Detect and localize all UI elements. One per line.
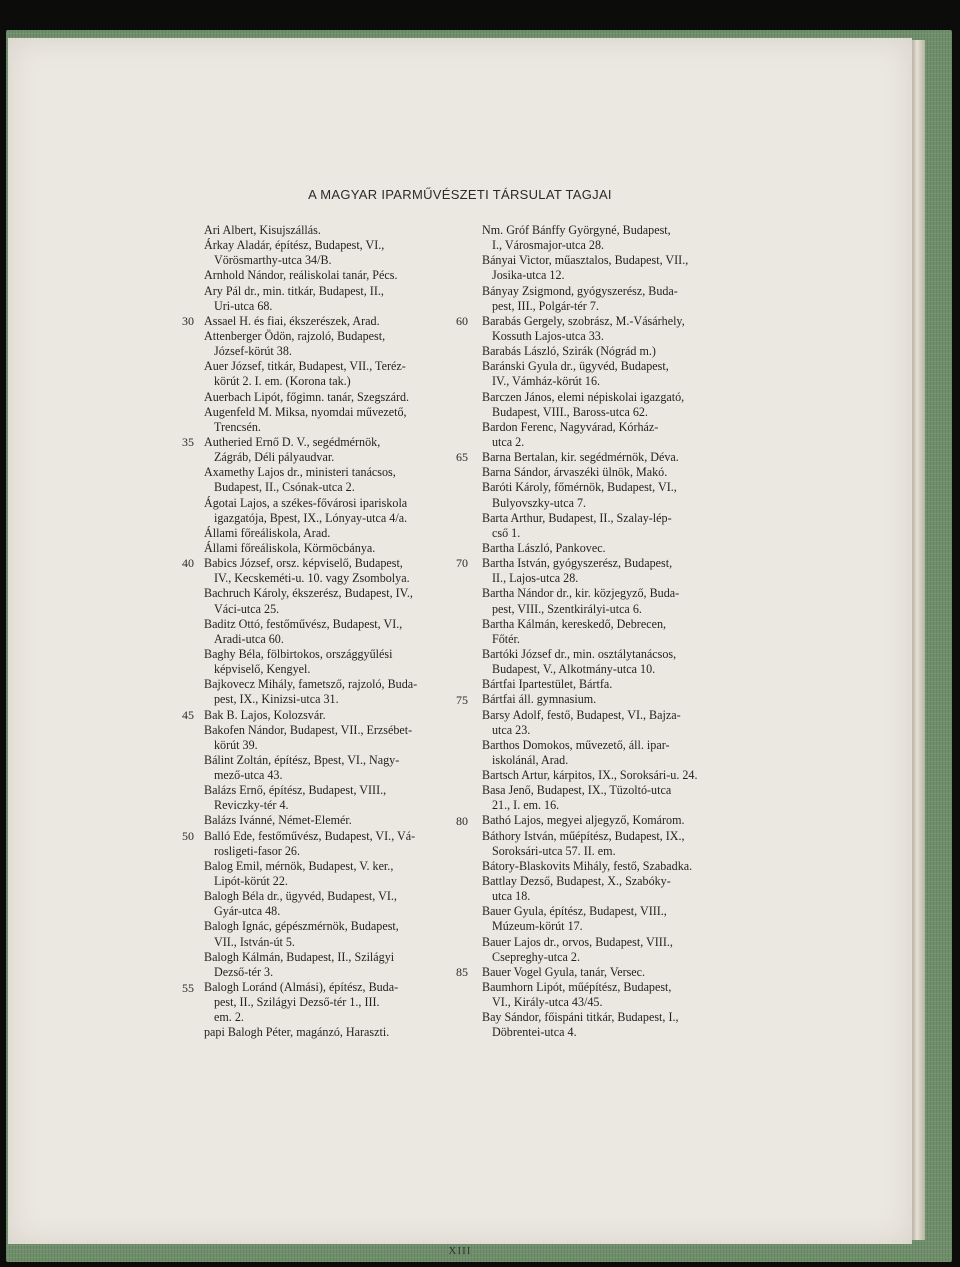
entry-line: cső 1.: [492, 525, 521, 540]
line-number: 65: [456, 450, 468, 465]
entry-line: Budapest, VIII., Baross-utca 62.: [492, 404, 648, 419]
entry-line: Árkay Aladár, építész, Budapest, VI.,: [204, 238, 385, 253]
entry-line: Bartha László, Pankovec.: [482, 540, 606, 555]
entry-line: Bányai Victor, műasztalos, Budapest, VII.,: [482, 253, 689, 268]
line-number: 55: [182, 980, 194, 995]
entry-line: Baróti Károly, főmérnök, Budapest, VI.,: [482, 480, 677, 495]
entry-line: Aradi-utca 60.: [214, 631, 284, 646]
entry-line: Csepreghy-utca 2.: [492, 949, 580, 964]
line-number: 80: [456, 813, 468, 828]
entry-line: Barna Sándor, árvaszéki ülnök, Makó.: [482, 465, 668, 480]
entry-line: I., Városmajor-utca 28.: [492, 238, 605, 253]
entry-line: em. 2.: [214, 1010, 244, 1025]
entry-line: Bardon Ferenc, Nagyvárad, Kórház-: [482, 419, 659, 434]
line-number: 40: [182, 556, 194, 571]
entry-line: Bauer Vogel Gyula, tanár, Versec.: [482, 964, 646, 979]
entry-line: iskolánál, Arad.: [492, 752, 569, 767]
entry-line: Bálint Zoltán, építész, Bpest, VI., Nagy-: [204, 752, 400, 767]
entry-line: Bulyovszky-utca 7.: [492, 495, 587, 510]
entry-line: képviselő, Kengyel.: [214, 662, 311, 677]
entry-line: Arnhold Nándor, reáliskolai tanár, Pécs.: [204, 268, 398, 283]
entry-line: Battlay Dezső, Budapest, X., Szabóky-: [482, 874, 671, 889]
line-number: 50: [182, 829, 194, 843]
entry-line: Bányay Zsigmond, gyógyszerész, Buda-: [482, 283, 678, 298]
entry-line: Augenfeld M. Miksa, nyomdai művezető,: [204, 404, 407, 419]
entry-line: Bartha István, gyógyszerész, Budapest,: [482, 556, 673, 571]
entry-line: Budapest, V., Alkotmány-utca 10.: [492, 662, 656, 677]
entry-line: II., Lajos-utca 28.: [492, 571, 579, 586]
entry-line: Soroksári-utca 57. II. em.: [492, 843, 616, 858]
entry-line: Barczen János, elemi népiskolai igazgató,: [482, 389, 685, 404]
entry-line: igazgatója, Bpest, IX., Lónyay-utca 4/a.: [214, 510, 408, 525]
entry-line: Balog Emil, mérnök, Budapest, V. ker.,: [204, 858, 394, 873]
entry-line: IV., Vámház-körút 16.: [492, 374, 601, 389]
entry-line: Bártfai Ipartestület, Bártfa.: [482, 677, 613, 692]
line-number: 70: [456, 556, 468, 571]
entry-line: Baránski Gyula dr., ügyvéd, Budapest,: [482, 359, 669, 374]
entry-line: Bachruch Károly, ékszerész, Budapest, IV.,: [204, 586, 413, 601]
entry-line: Múzeum-körút 17.: [492, 919, 583, 934]
entry-line: Ágotai Lajos, a székes-fővárosi ipariskola: [204, 495, 408, 510]
entry-line: Ary Pál dr., min. titkár, Budapest, II.,: [204, 283, 384, 298]
entry-line: körút 39.: [214, 737, 258, 752]
left-column: [204, 223, 454, 1041]
entry-line: Barta Arthur, Budapest, II., Szalay-lép-: [482, 510, 672, 525]
entry-line: Gyár-utca 48.: [214, 904, 281, 919]
entry-line: Főtér.: [492, 631, 520, 646]
right-column: [482, 223, 727, 1041]
entry-line: Barthos Domokos, művezető, áll. ipar-: [482, 737, 670, 752]
entry-line: papi Balogh Péter, magánzó, Haraszti.: [204, 1025, 390, 1040]
entry-line: körút 2. I. em. (Korona tak.): [214, 374, 351, 389]
line-number: 45: [182, 707, 194, 722]
entry-line: Ari Albert, Kisujszállás.: [204, 223, 321, 237]
entry-line: Balogh Kálmán, Budapest, II., Szilágyi: [204, 949, 395, 964]
entry-line: Reviczky-tér 4.: [214, 798, 289, 813]
entry-line: Budapest, II., Csónak-utca 2.: [214, 480, 355, 495]
entry-line: pest, II., Szilágyi Dezső-tér 1., III.: [214, 995, 380, 1010]
entry-line: VII., István-út 5.: [214, 934, 295, 949]
line-number: 30: [182, 313, 194, 328]
entry-line: Állami főreáliskola, Arad.: [204, 525, 331, 540]
entry-line: Attenberger Ödön, rajzoló, Budapest,: [204, 328, 386, 343]
entry-line: Bauer Lajos dr., orvos, Budapest, VIII.,: [482, 934, 673, 949]
line-number: 60: [456, 313, 468, 328]
entry-line: Balázs Ivánné, Német-Elemér.: [204, 813, 352, 828]
line-number: 75: [456, 692, 468, 707]
entry-line: Assael H. és fiai, ékszerészek, Arad.: [204, 313, 380, 328]
entry-line: Barabás László, Szirák (Nógrád m.): [482, 344, 656, 359]
entry-line: Vörösmarthy-utca 34/B.: [214, 253, 332, 268]
entry-line: Balogh Béla dr., ügyvéd, Budapest, VI.,: [204, 889, 397, 904]
entry-line: Kossuth Lajos-utca 33.: [492, 328, 604, 343]
entry-line: Döbrentei-utca 4.: [492, 1025, 577, 1040]
entry-line: Axamethy Lajos dr., ministeri tanácsos,: [204, 465, 396, 480]
entry-line: Balló Ede, festőművész, Budapest, VI., Vá-: [204, 828, 416, 843]
entry-line: Barsy Adolf, festő, Budapest, VI., Bajza-: [482, 707, 681, 722]
entry-line: VI., Király-utca 43/45.: [492, 995, 603, 1010]
entry-line: Bártfai áll. gymnasium.: [482, 692, 597, 707]
entry-line: rosligeti-fasor 26.: [214, 843, 300, 858]
entry-line: Balogh Loránd (Almási), építész, Buda-: [204, 980, 399, 995]
entry-line: utca 18.: [492, 889, 531, 904]
entry-line: Bay Sándor, főispáni titkár, Budapest, I.,: [482, 1010, 679, 1025]
line-number: 85: [456, 965, 468, 980]
entry-line: Barabás Gergely, szobrász, M.-Vásárhely,: [482, 313, 685, 328]
entry-line: Bartha Kálmán, kereskedő, Debrecen,: [482, 616, 667, 631]
entry-line: Balogh Ignác, gépészmérnök, Budapest,: [204, 919, 399, 934]
entry-line: IV., Kecskeméti-u. 10. vagy Zsombolya.: [214, 571, 410, 586]
entry-line: Nm. Gróf Bánffy Györgyné, Budapest,: [482, 223, 671, 237]
entry-line: Auerbach Lipót, főgimn. tanár, Szegszárd.: [204, 389, 410, 404]
entry-line: Uri-utca 68.: [214, 298, 273, 313]
entry-line: Dezső-tér 3.: [214, 964, 274, 979]
page-number: XIII: [448, 1245, 472, 1257]
entry-line: Trencsén.: [214, 419, 261, 434]
entry-line: Bathó Lajos, megyei aljegyző, Komárom.: [482, 813, 685, 828]
entry-line: Bartóki József dr., min. osztálytanácsos,: [482, 646, 677, 661]
entry-line: 21., I. em. 16.: [492, 798, 560, 813]
entry-line: Autheried Ernő D. V., segédmérnök,: [204, 434, 381, 449]
entry-line: Bakofen Nándor, Budapest, VII., Erzsébet-: [204, 722, 413, 737]
entry-line: Bátory-Blaskovits Mihály, festő, Szabadka.: [482, 858, 693, 873]
entry-line: Lipót-körút 22.: [214, 874, 288, 889]
entry-line: Babics József, orsz. képviselő, Budapest,: [204, 556, 403, 571]
entry-line: pest, VIII., Szentkirályi-utca 6.: [492, 601, 642, 616]
entry-line: Állami főreáliskola, Körmöcbánya.: [204, 540, 376, 555]
page-header: A MAGYAR IPARMŰVÉSZETI TÁRSULAT TAGJAI: [308, 187, 612, 202]
line-number: 35: [182, 435, 194, 450]
entry-line: pest, III., Polgár-tér 7.: [492, 298, 599, 313]
entry-line: Josika-utca 12.: [492, 268, 565, 283]
entry-line: Auer József, titkár, Budapest, VII., Teréz-: [204, 359, 406, 374]
entry-line: Bak B. Lajos, Kolozsvár.: [204, 707, 326, 722]
entry-line: Bauer Gyula, építész, Budapest, VIII.,: [482, 904, 667, 919]
entry-line: mező-utca 43.: [214, 768, 283, 783]
entry-line: Baditz Ottó, festőművész, Budapest, VI.,: [204, 616, 403, 631]
entry-line: utca 23.: [492, 722, 531, 737]
entry-line: Zágráb, Déli pályaudvar.: [214, 450, 335, 465]
entry-line: Basa Jenő, Budapest, IX., Tüzoltó-utca: [482, 783, 672, 798]
entry-line: Báthory István, műépítész, Budapest, IX.,: [482, 828, 685, 843]
entry-line: Baumhorn Lipót, műépítész, Budapest,: [482, 980, 672, 995]
entry-line: pest, IX., Kinizsi-utca 31.: [214, 692, 339, 707]
entry-line: Bajkovecz Mihály, fametsző, rajzoló, Buda-: [204, 677, 418, 692]
entry-line: Baghy Béla, fölbirtokos, országgyűlési: [204, 646, 393, 661]
entry-line: Bartsch Artur, kárpitos, IX., Soroksári-u. 24.: [482, 768, 698, 783]
book-page: [8, 38, 912, 1257]
entry-line: Barna Bertalan, kir. segédmérnök, Déva.: [482, 450, 679, 465]
entry-line: Balázs Ernő, építész, Budapest, VIII.,: [204, 783, 387, 798]
entry-line: József-körút 38.: [214, 344, 292, 359]
entry-line: utca 2.: [492, 434, 525, 449]
entry-line: Váci-utca 25.: [214, 601, 280, 616]
entry-line: Bartha Nándor dr., kir. közjegyző, Buda-: [482, 586, 680, 601]
